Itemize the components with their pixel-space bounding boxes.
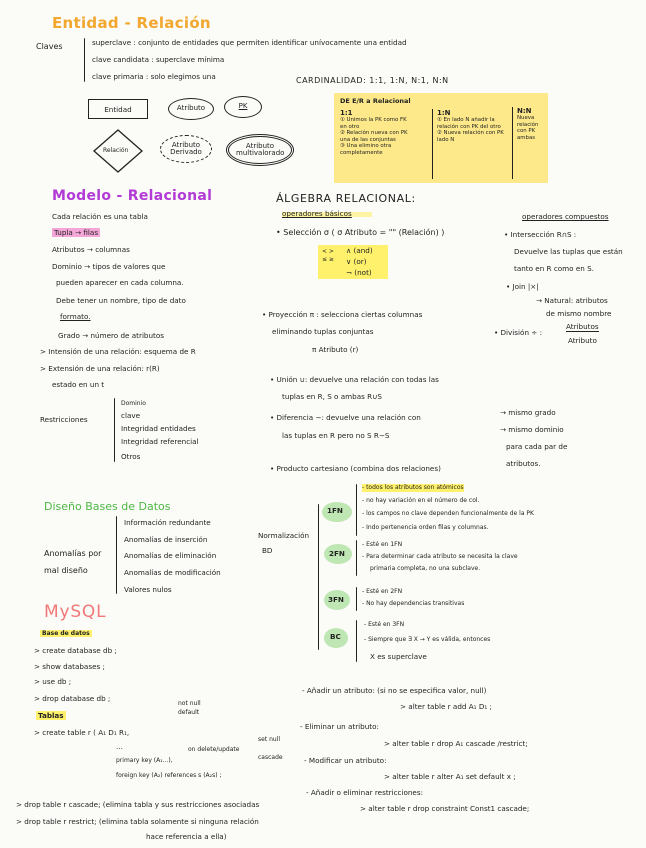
producto: • Producto cartesiano (combina dos relaciones) [270, 464, 441, 473]
compuestos-label: operadores compuestos [522, 212, 609, 221]
shape-pk [224, 96, 262, 118]
restriccion-item: Otros [121, 452, 141, 461]
form-name: 1FN [327, 506, 343, 515]
clave-candidata: clave candidata : superclave mínima [92, 55, 225, 64]
join: • Join |×| [506, 282, 539, 291]
ondelete-label: on delete/update [188, 746, 240, 753]
er-title: Entidad - Relación [52, 14, 211, 32]
card-col1-head: 1:1 [340, 109, 353, 117]
mr-line: Atributos → columnas [52, 245, 130, 254]
form-bc-line: - Siempre que ∃ X → Y es válida, entonces [364, 636, 491, 643]
restricciones-label: Restricciones [40, 415, 88, 424]
ops-compare: < > ≤ ≥ [322, 248, 334, 263]
restriccion-item: Integridad referencial [121, 437, 199, 446]
card-col1-item: ③ Una elimino otra completamente [340, 143, 392, 156]
form-bc-brace [356, 620, 357, 662]
card-col2-head: 1:N [437, 109, 451, 117]
op-or: ∨ (or) [346, 257, 367, 266]
alter-line: - Añadir un atributo: (si no se especifica valor, null) [302, 686, 487, 695]
form-1fn-line: - no hay variación en el número de col. [362, 497, 480, 504]
card-col3-item: Nueva relación con PK ambas [517, 115, 539, 141]
card-title: DE E/R a Relacional [340, 97, 411, 105]
mismo-line: → mismo grado [500, 408, 556, 417]
form-1fn-line: - los campos no clave dependen funcionalmente de la PK [362, 510, 534, 517]
normalizacion-label: Normalización [258, 531, 310, 540]
card-col1-item: ① Unimos la PK como FK en otro [340, 117, 407, 130]
restriccion-item: clave [121, 411, 141, 420]
pk-line: primary key (A₁...), [116, 757, 173, 764]
mr-line: Cada relación es una tabla [52, 212, 148, 221]
anomalia-item: Anomalías de modificación [124, 568, 221, 577]
create-table: > create table r ( A₁ D₁ R₁, [34, 728, 130, 737]
proyeccion-line: eliminando tuplas conjuntas [272, 327, 374, 336]
op-and: ∧ (and) [346, 246, 373, 255]
cascade-label: cascade [258, 754, 283, 761]
drop-restrict: > drop table r restrict; (elimina tabla solamente si ninguna relación [16, 817, 259, 826]
mismo-line: atributos. [506, 459, 541, 468]
setnull-label: set null [258, 736, 281, 743]
anomalia-item: Información redundante [124, 518, 211, 527]
mr-title: Modelo - Relacional [52, 188, 213, 204]
claves-brace [84, 38, 85, 82]
alter-line: - Añadir o eliminar restricciones: [306, 788, 424, 797]
form-3fn-line: - Esté en 2FN [362, 588, 403, 595]
alter-line: > alter table r drop A₁ cascade /restrict; [384, 739, 528, 748]
form-1fn-line: - Indo pertenencia orden filas y columnas. [362, 524, 489, 531]
card-col2-item: ① En lado N añadir la relación con PK del otro [437, 117, 501, 130]
anomalia-item: Anomalías de eliminación [124, 551, 217, 560]
form-name: 3FN [328, 595, 344, 604]
diferencia: • Diferencia −: devuelve una relación con [270, 413, 421, 422]
base-cmd: > drop database db ; [34, 694, 111, 703]
mysql-title: MySQL [44, 602, 107, 622]
division: • División ÷ : [494, 328, 543, 337]
mr-line: Debe tener un nombre, tipo de dato [56, 296, 186, 305]
form-2fn-line: primaria completa, no una subclave. [370, 565, 481, 572]
drop-cascade: > drop table r cascade; (elimina tabla y sus restricciones asociadas [16, 800, 260, 809]
mr-line: Grado → número de atributos [58, 331, 165, 340]
proyeccion: • Proyección π : selecciona ciertas columnas [262, 310, 423, 319]
card-col3-head: N:N [517, 107, 532, 115]
form-2fn-brace [356, 540, 357, 576]
anomalia-item: Anomalías de inserción [124, 535, 208, 544]
algebra-title: ÁLGEBRA RELACIONAL: [276, 192, 416, 205]
fk-line: foreign key (A₂) references s (A₂s) ; [116, 772, 222, 779]
mismo-line: → mismo dominio [500, 425, 564, 434]
mr-line: estado en un t [52, 380, 105, 389]
create-dots: ... [116, 742, 123, 751]
join-natural-line: de mismo nombre [546, 309, 612, 318]
default-label: default [178, 709, 200, 716]
form-bc-line: X es superclave [370, 652, 427, 661]
proyeccion-formula: π Atributo (r) [312, 345, 359, 354]
card-col1-item: ② Relación nueva con PK una de las conjuntas [340, 130, 408, 143]
card-col2-item: ② Nueva relación con PK lado N [437, 130, 504, 143]
interseccion: • Intersección R∩S : [504, 230, 577, 239]
mr-line: > Intensión de una relación: esquema de R [40, 347, 196, 356]
form-name: 2FN [329, 549, 345, 558]
mr-line: Dominio → tipos de valores que [52, 262, 166, 271]
mr-line: Tupla → filas [54, 228, 99, 237]
shape-atributo-label: Atributo [176, 104, 206, 113]
alter-line: > alter table r drop constraint Const1 cascade; [360, 804, 530, 813]
shape-entidad-label: Entidad [104, 104, 132, 114]
mismo-line: para cada par de [506, 442, 568, 451]
clave-primaria: clave primaria : solo elegimos una [92, 72, 216, 81]
shape-multivalorado [226, 134, 294, 166]
normalizacion-label: BD [262, 546, 273, 555]
shape-derivado [160, 135, 212, 163]
division-den: Atributo [568, 336, 597, 345]
anomalias-label: Anomalías por [44, 549, 102, 558]
interseccion-line: tanto en R como en S. [514, 264, 594, 273]
normalizacion-brace [318, 504, 319, 650]
join-natural: → Natural: atributos [536, 296, 608, 305]
alter-line: > alter table r add A₁ D₁ ; [400, 702, 492, 711]
seleccion: • Selección σ ( σ Atributo = "" (Relación) ) [276, 228, 445, 237]
base-cmd: > create database db ; [34, 646, 117, 655]
notnull-label: not null [178, 700, 201, 707]
shape-derivado-label: Atributo Derivado [170, 140, 202, 156]
base-cmd: > use db ; [34, 677, 72, 686]
shape-atributo [168, 98, 214, 120]
anomalia-item: Valores nulos [124, 585, 172, 594]
claves-label: Claves [36, 42, 63, 51]
anomalias-label: mal diseño [44, 566, 88, 575]
tablas-label: Tablas [38, 711, 64, 720]
shape-relacion-label: Relación [103, 147, 129, 154]
mr-line: formato. [60, 312, 91, 321]
diferencia-line: las tuplas en R pero no S R−S [282, 431, 390, 440]
alter-line: - Modificar un atributo: [304, 756, 387, 765]
division-num: Atributos [566, 322, 599, 331]
alter-line: > alter table r alter A₁ set default x ; [384, 772, 516, 781]
base-label: Base de datos [42, 630, 90, 637]
mr-line: pueden aparecer en cada columna. [56, 278, 184, 287]
clave-superclave: superclave : conjunto de entidades que permiten identificar unívocamente una entidad [92, 38, 407, 47]
cardinality-card [334, 93, 548, 183]
alter-line: - Eliminar un atributo: [300, 722, 379, 731]
restricciones-brace [114, 398, 115, 462]
shape-pk-label: PK [238, 102, 248, 111]
union: • Unión ∪: devuelve una relación con todas las [270, 375, 439, 384]
op-not: ¬ (not) [346, 268, 372, 277]
form-name: BC [330, 632, 341, 641]
form-2fn-line: - Para determinar cada atributo se necesita la clave [362, 553, 518, 560]
form-3fn-line: - No hay dependencias transitivas [362, 600, 465, 607]
form-bc-line: - Esté en 3FN [364, 621, 405, 628]
interseccion-line: Devuelve las tuplas que están [514, 247, 623, 256]
diseno-title: Diseño Bases de Datos [44, 500, 171, 513]
form-3fn-brace [356, 587, 357, 611]
restriccion-item: Dominio [121, 400, 146, 407]
form-1fn-brace [356, 484, 357, 536]
union-line: tuplas en R, S o ambas R∪S [282, 392, 382, 401]
shape-multivalorado-label: Atributo multivalorado [236, 141, 285, 157]
form-2fn-line: - Esté en 1FN [362, 541, 403, 548]
restriccion-item: Integridad entidades [121, 424, 196, 433]
shape-entidad [88, 99, 148, 119]
basicos-label: operadores básicos [282, 209, 352, 218]
base-cmd: > show databases ; [34, 662, 105, 671]
drop-restrict-cont: hace referencia a ella) [146, 832, 227, 841]
mr-line: > Extensión de una relación: r(R) [40, 364, 160, 373]
form-1fn-line: - todos los atributos son atómicos [362, 484, 464, 491]
anomalias-brace [116, 516, 117, 594]
cardinalidad: CARDINALIDAD: 1:1, 1:N, N:1, N:N [296, 76, 449, 85]
